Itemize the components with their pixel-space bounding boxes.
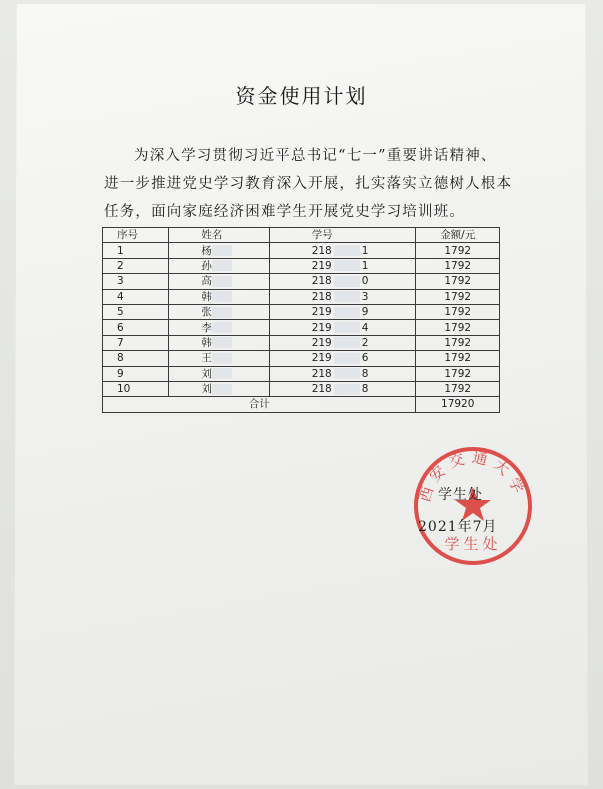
redaction-mask [334, 260, 360, 271]
id-prefix: 218 [311, 383, 332, 396]
id-prefix: 218 [311, 290, 332, 303]
id-suffix: 9 [361, 306, 369, 319]
paragraph-line-1: 为深入学习贯彻习近平总书记“七一”重要讲话精神、 [134, 148, 497, 164]
intro-paragraph [104, 142, 522, 226]
table-row [103, 258, 500, 273]
row-no: 7 [103, 335, 169, 350]
redaction-mask [334, 245, 360, 256]
header-id: 学号 [269, 228, 416, 243]
row-no: 8 [103, 351, 169, 366]
signature-date: 2021年7月 [418, 519, 498, 535]
redaction-mask [212, 245, 232, 256]
row-amount: 1792 [416, 243, 500, 258]
redaction-mask [334, 368, 360, 379]
svg-text:学生处: 学生处 [444, 535, 502, 553]
id-suffix: 4 [361, 321, 369, 334]
paragraph-line-3: 任务，面向家庭经济困难学生开展党史学习培训班。 [104, 204, 466, 220]
document-title: 资金使用计划 [235, 84, 368, 108]
id-suffix: 2 [361, 336, 369, 349]
redaction-mask [212, 368, 232, 379]
row-student-id [269, 335, 416, 350]
row-student-id [269, 381, 416, 396]
row-name [169, 274, 269, 289]
table-body [103, 243, 500, 397]
header-name: 姓名 [169, 228, 269, 243]
table-row [103, 304, 500, 319]
row-amount: 1792 [416, 381, 500, 396]
id-prefix: 219 [311, 321, 332, 334]
name-surname: 韩 [201, 290, 212, 303]
name-surname: 孙 [201, 259, 212, 272]
redaction-mask [212, 322, 232, 333]
id-suffix: 3 [361, 290, 369, 303]
row-amount: 1792 [416, 274, 500, 289]
redaction-mask [334, 384, 360, 395]
id-prefix: 218 [311, 244, 332, 257]
redaction-mask [334, 322, 360, 333]
redaction-mask [334, 337, 360, 348]
seal-graphic [412, 445, 534, 567]
row-name [169, 243, 269, 258]
row-name [169, 320, 269, 335]
id-suffix: 6 [361, 352, 369, 365]
row-amount: 1792 [416, 258, 500, 273]
id-prefix: 219 [311, 336, 332, 349]
row-amount: 1792 [416, 335, 500, 350]
header-no: 序号 [103, 228, 169, 243]
row-no: 6 [103, 320, 169, 335]
redaction-mask [334, 291, 360, 302]
id-suffix: 1 [361, 244, 369, 257]
row-amount: 1792 [416, 351, 500, 366]
row-amount: 1792 [416, 320, 500, 335]
row-name [169, 351, 269, 366]
row-no: 9 [103, 366, 169, 381]
svg-text:西安交通大学: 西安交通大学 [415, 448, 530, 505]
table-row [103, 320, 500, 335]
id-suffix: 8 [361, 367, 369, 380]
table-row [103, 274, 500, 289]
name-surname: 李 [201, 321, 212, 334]
row-student-id [269, 274, 416, 289]
row-name [169, 366, 269, 381]
id-prefix: 218 [311, 275, 332, 288]
row-no: 4 [103, 289, 169, 304]
total-value: 17920 [416, 397, 500, 412]
row-student-id [269, 258, 416, 273]
redaction-mask [212, 384, 232, 395]
row-amount: 1792 [416, 289, 500, 304]
total-label: 合计 [103, 397, 416, 412]
row-no: 3 [103, 274, 169, 289]
row-name [169, 335, 269, 350]
table-row [103, 289, 500, 304]
id-suffix: 8 [361, 383, 369, 396]
signature-office: 学生处 [438, 487, 483, 503]
id-prefix: 219 [311, 306, 332, 319]
row-no: 1 [103, 243, 169, 258]
row-student-id [269, 289, 416, 304]
row-no: 5 [103, 304, 169, 319]
redaction-mask [334, 353, 360, 364]
redaction-mask [212, 307, 232, 318]
row-student-id [269, 351, 416, 366]
paragraph-line-2: 进一步推进党史学习教育深入开展，扎实落实立德树人根本 [104, 176, 513, 192]
redaction-mask [334, 276, 360, 287]
name-surname: 韩 [201, 336, 212, 349]
table-row [103, 381, 500, 396]
name-surname: 张 [201, 306, 212, 319]
official-seal [412, 445, 534, 567]
name-surname: 刘 [201, 367, 212, 380]
total-row [103, 397, 500, 412]
redaction-mask [334, 307, 360, 318]
id-prefix: 219 [311, 352, 332, 365]
row-amount: 1792 [416, 304, 500, 319]
row-student-id [269, 366, 416, 381]
redaction-mask [212, 260, 232, 271]
redaction-mask [212, 353, 232, 364]
redaction-mask [212, 276, 232, 287]
table-row [103, 351, 500, 366]
row-student-id [269, 243, 416, 258]
row-amount: 1792 [416, 366, 500, 381]
name-surname: 王 [201, 352, 212, 365]
fund-table [102, 227, 500, 413]
row-student-id [269, 304, 416, 319]
redaction-mask [212, 337, 232, 348]
header-amount: 金额/元 [416, 228, 500, 243]
name-surname: 高 [201, 275, 212, 288]
row-student-id [269, 320, 416, 335]
name-surname: 杨 [201, 244, 212, 257]
id-suffix: 1 [361, 259, 369, 272]
table-row [103, 335, 500, 350]
row-no: 10 [103, 381, 169, 396]
row-no: 2 [103, 258, 169, 273]
table-row [103, 366, 500, 381]
table-header-row [103, 228, 500, 243]
id-suffix: 0 [361, 275, 369, 288]
row-name [169, 304, 269, 319]
row-name [169, 258, 269, 273]
redaction-mask [212, 291, 232, 302]
table-row [103, 243, 500, 258]
name-surname: 刘 [201, 383, 212, 396]
id-prefix: 218 [311, 367, 332, 380]
id-prefix: 219 [311, 259, 332, 272]
row-name [169, 381, 269, 396]
row-name [169, 289, 269, 304]
